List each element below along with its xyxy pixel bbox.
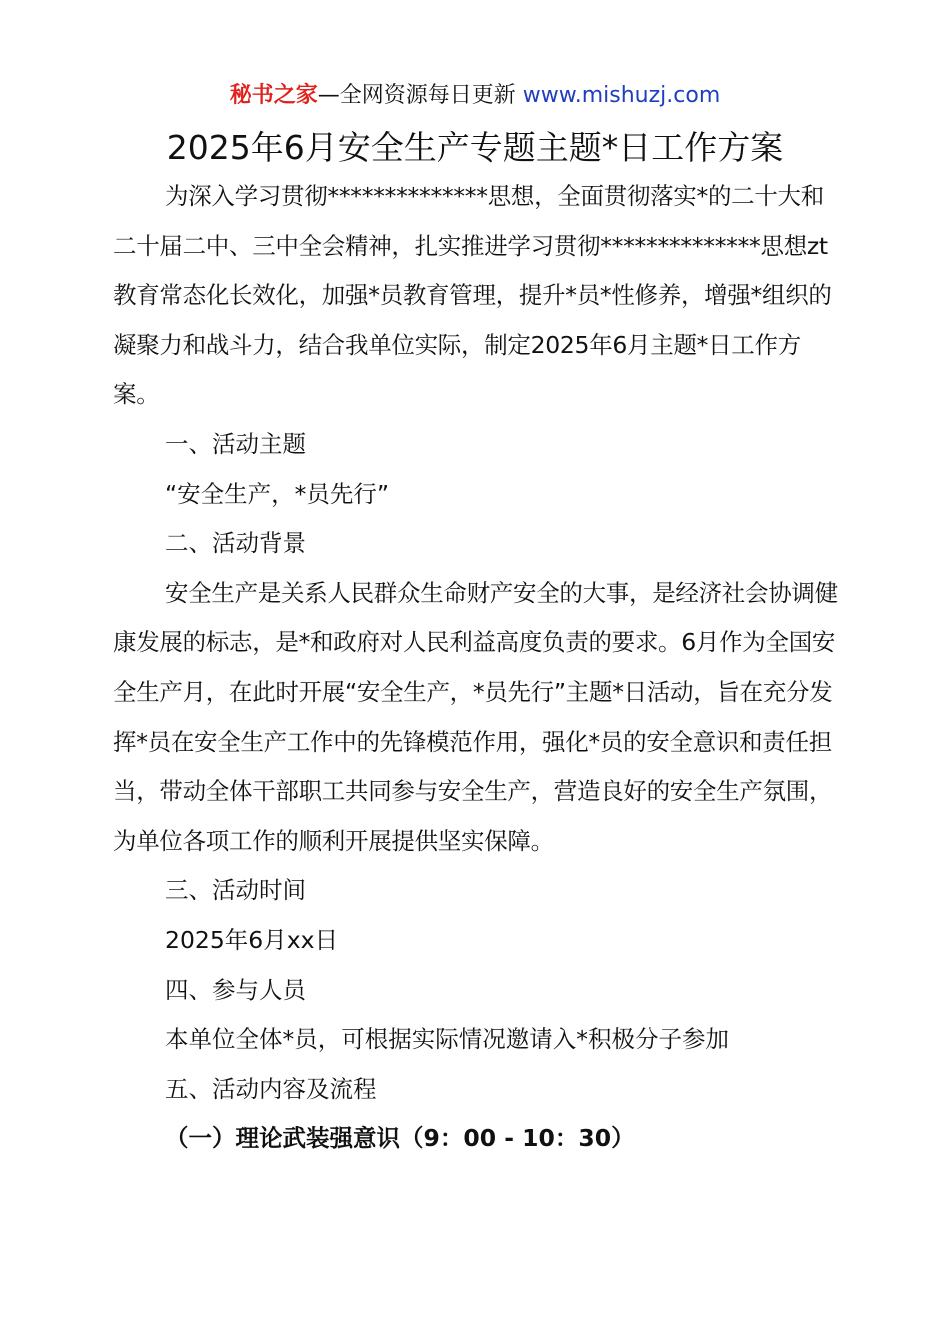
section-heading-content: 五、活动内容及流程 xyxy=(165,1074,377,1103)
subsection-heading-theory: （一）理论武装强意识（9：00 - 10：30） xyxy=(165,1124,635,1153)
site-header xyxy=(0,80,950,112)
background-paragraph: 安全生产是关系人民群众生命财产安全的大事，是经济社会协调健康发展的标志，是*和政府对人民利益高度负责的要求。6月作为全国安全生产月，在此时开展“安全生产，*员先行”主题*日活动，旨在充分发挥*员在安全生产工作中的先锋模范作用，强化*员的安全意识和责任担当，带动全体干部职工共同参与安全生产，营造良好的安全生产氛围，为单位各项工作的顺利开展提供坚实保障。 xyxy=(113,578,838,855)
document-body xyxy=(113,172,838,1164)
site-url-link[interactable]: www.mishuzj.com xyxy=(522,83,721,108)
document-title: 2025年6月安全生产专题主题*日工作方案 xyxy=(166,128,784,167)
intro-paragraph: 为深入学习贯彻**************思想，全面贯彻落实*的二十大和二十届二中、三中全会精神，扎实推进学习贯彻**************思想zt教育常态化长效化，加强*员教育管理，提升*员*性修养，增强*组织的凝聚力和战斗力，结合我单位实际，制定2025年6月主题*日工作方案。 xyxy=(113,182,832,409)
site-tagline: —全网资源每日更新 xyxy=(317,83,523,108)
section-heading-background: 二、活动背景 xyxy=(165,529,306,558)
section-heading-time: 三、活动时间 xyxy=(165,876,306,905)
theme-text: “安全生产，*员先行” xyxy=(165,479,390,508)
site-brand: 秘书之家 xyxy=(229,83,318,108)
section-heading-participants: 四、参与人员 xyxy=(165,975,306,1004)
section-heading-theme: 一、活动主题 xyxy=(165,429,306,458)
time-text: 2025年6月xx日 xyxy=(165,925,339,954)
participants-text: 本单位全体*员，可根据实际情况邀请入*积极分子参加 xyxy=(165,1025,729,1054)
